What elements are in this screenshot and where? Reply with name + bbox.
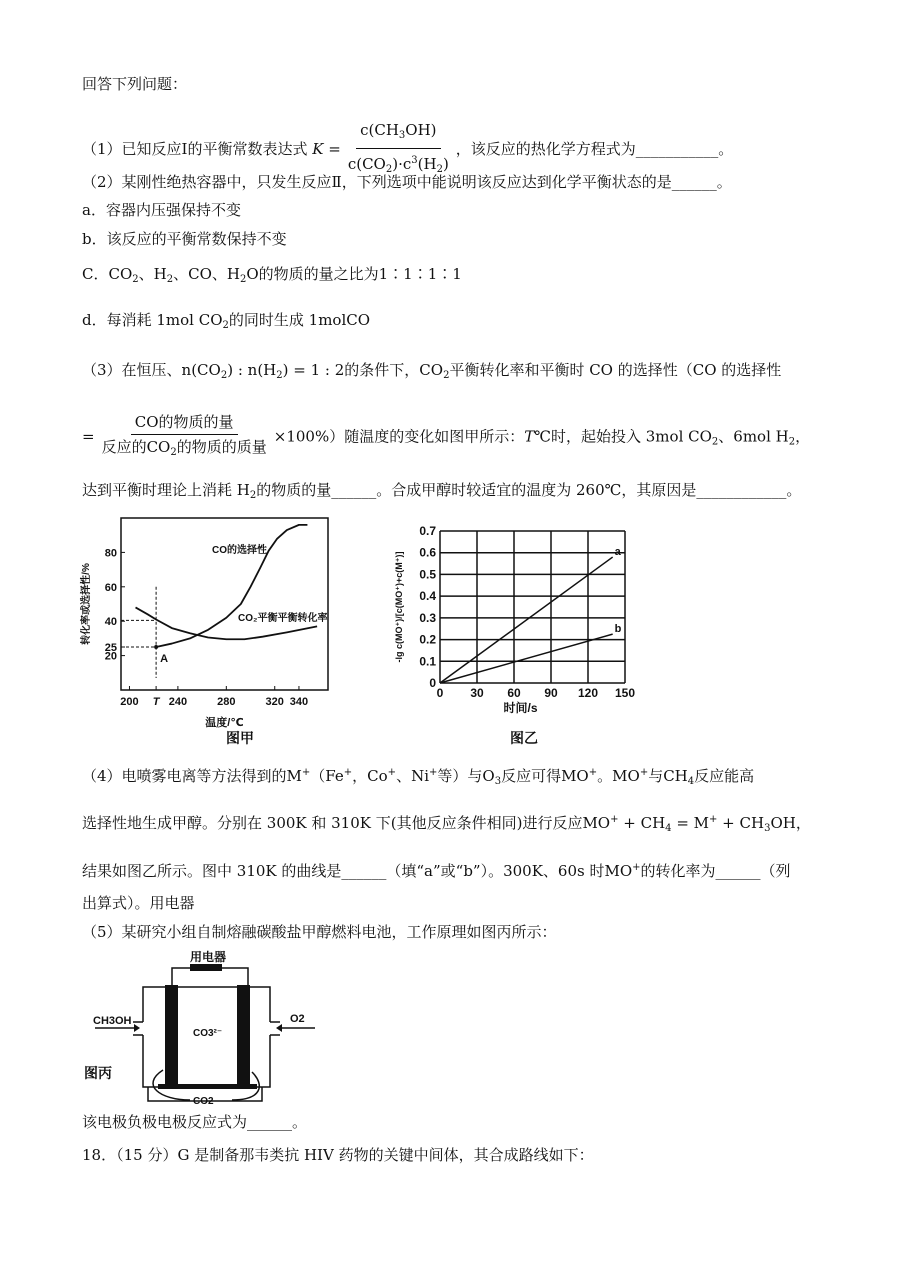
- text-segment: O的物质的量之比为1∶1∶1∶1: [246, 265, 462, 283]
- text-segment: 该电极负极电极反应式为______。: [82, 1113, 308, 1131]
- text-segment: )·c: [392, 155, 412, 173]
- text-segment: + CH: [618, 814, 666, 832]
- text-segment: +: [639, 767, 649, 778]
- text-segment: 的转化率为______（列: [640, 862, 791, 880]
- methanol-label: CH3OH: [93, 1015, 132, 1027]
- text-segment: 2: [170, 447, 177, 458]
- series-line: [440, 634, 613, 683]
- text-segment: + CH: [717, 814, 765, 832]
- text-segment: ，Co: [352, 767, 388, 785]
- text-segment: 、6mol H: [718, 427, 789, 446]
- y-tick-label: 40: [104, 616, 117, 629]
- y-tick-label: 0.7: [419, 524, 436, 538]
- text-segment: 与CH: [648, 767, 688, 785]
- text-segment: （5）某研究小组自制熔融碳酸盐甲醇燃料电池，工作原理如图丙所示：: [82, 923, 557, 941]
- text-line: [82, 74, 187, 94]
- text-line: [82, 310, 370, 336]
- x-tick-label: 320: [265, 696, 284, 708]
- text-segment: 、Ni: [396, 767, 429, 785]
- text-segment: 选择性地生成甲醇。分别在 300K 和 310K 下(其他反应条件相同)进行反应MO: [82, 814, 611, 832]
- text-segment: (H: [417, 155, 437, 173]
- text-segment: 。MO: [597, 767, 640, 785]
- text-line: [82, 1112, 307, 1132]
- text-segment: ×100%）随温度的变化如图甲所示：: [273, 427, 525, 446]
- x-tick-label: 60: [507, 686, 521, 700]
- container-top: [143, 987, 270, 1022]
- text-segment: 达到平衡时理论上消耗 H: [82, 481, 250, 499]
- co2-arrow-right: [232, 1072, 259, 1100]
- text-segment: 3: [411, 155, 418, 166]
- text-segment: ) = 1 : 2的条件下，CO: [282, 361, 444, 379]
- x-tick-label: 150: [614, 686, 636, 700]
- text-segment: 2: [249, 490, 257, 501]
- series-label: CO的选择性: [212, 545, 267, 556]
- text-segment: c(CH: [360, 121, 399, 139]
- y-axis-label: -lg c(MO⁺)/[c(MO⁺)+c(M⁺)]: [394, 551, 404, 663]
- series-line: [156, 525, 307, 647]
- electrolyte-base: [158, 1084, 257, 1089]
- text-segment: =: [323, 140, 341, 158]
- point-a: [154, 645, 158, 649]
- text-segment: 2: [711, 436, 719, 448]
- numerator: [356, 120, 440, 149]
- x-tick-label: 340: [289, 696, 309, 708]
- x-tick-label: 240: [168, 696, 188, 708]
- text-segment: +: [610, 814, 619, 825]
- text-segment: 4: [687, 776, 695, 787]
- text-segment: ℃时，起始投入 3mol CO: [534, 427, 712, 446]
- text-segment: 18．（15 分）G 是制备那韦类抗 HIV 药物的关键中间体，其合成路线如下：: [82, 1146, 594, 1164]
- text-segment: 2: [239, 274, 247, 285]
- series-line: [440, 557, 613, 683]
- text-segment: 反应能高: [694, 767, 755, 785]
- text-segment: CO的物质的量: [134, 413, 234, 431]
- external-wire: [172, 968, 248, 985]
- series-label: b: [614, 623, 622, 636]
- text-segment: （Fe: [310, 767, 344, 785]
- co2-loop: [148, 1087, 262, 1101]
- text-segment: （2）某刚性绝热容器中，只发生反应Ⅱ，下列选项中能说明该反应达到化学平衡状态的是______。: [82, 173, 732, 191]
- text-segment: （4）电喷雾电离等方法得到的M: [82, 767, 302, 785]
- x-tick-label: T: [152, 696, 160, 708]
- y-tick-label: 60: [104, 581, 117, 594]
- text-line: [82, 858, 791, 881]
- series-line: [136, 607, 318, 639]
- text-segment: d．每消耗 1mol CO: [82, 311, 223, 329]
- y-tick-label: 0.6: [419, 545, 436, 560]
- co2-arrow-left: [153, 1070, 190, 1100]
- text-segment: 2: [222, 320, 229, 331]
- text-segment: +: [343, 767, 353, 778]
- text-segment: 2: [385, 164, 393, 175]
- text-line: [82, 1145, 594, 1165]
- y-tick-label: 20: [104, 650, 117, 663]
- text-segment: 反应的CO: [101, 438, 171, 456]
- x-tick-label: 120: [577, 686, 599, 700]
- point-a-label: A: [160, 653, 169, 665]
- load-label: 用电器: [190, 950, 227, 964]
- text-segment: a．容器内压强保持不变: [82, 201, 241, 219]
- text-line: [82, 264, 462, 290]
- text-segment: 的同时生成 1molCO: [228, 311, 371, 329]
- text-segment: 出算式）。用电器: [82, 894, 195, 912]
- text-segment: 回答下列问题：: [82, 75, 188, 93]
- load-resistor: [190, 964, 222, 971]
- text-line: [82, 412, 810, 463]
- y-tick-label: 0.1: [419, 654, 436, 669]
- text-segment: C．CO: [82, 265, 133, 283]
- x-axis-label: 温度/℃: [205, 717, 244, 729]
- y-tick-label: 0.4: [419, 589, 436, 604]
- y-tick-label: 0: [429, 676, 436, 690]
- x-axis-label: 时间/s: [503, 701, 538, 715]
- fraction: [344, 120, 453, 180]
- text-segment: = M: [671, 814, 710, 832]
- caption-yi: 图乙: [510, 731, 538, 747]
- carbonate-label: CO3²⁻: [193, 1028, 223, 1039]
- text-segment: 2: [132, 274, 139, 285]
- text-line: [82, 922, 557, 942]
- x-tick-label: 280: [217, 696, 236, 708]
- series-label: CO₂平衡平衡转化率: [238, 613, 328, 624]
- text-segment: 3: [398, 130, 406, 141]
- text-segment: 4: [665, 823, 672, 834]
- oxygen-label: O2: [290, 1013, 305, 1025]
- anode-electrode: [165, 985, 178, 1085]
- text-segment: 结果如图乙所示。图中 310K 的曲线是______（填“a”或“b”）。300K、60s 时MO: [82, 862, 633, 880]
- text-segment: 2: [220, 370, 228, 381]
- text-segment: 等）与O: [437, 767, 495, 785]
- text-segment: 2: [276, 370, 283, 381]
- text-segment: +: [632, 862, 641, 873]
- cathode-electrode: [237, 985, 250, 1085]
- caption-bing: 图丙: [84, 1065, 112, 1081]
- text-segment: （1）已知反应Ⅰ的平衡常数表达式: [82, 140, 313, 158]
- text-segment: +: [387, 767, 397, 778]
- y-tick-label: 0.2: [419, 632, 436, 647]
- series-label: a: [614, 546, 621, 559]
- text-segment: 的物质的质量: [176, 438, 267, 456]
- y-tick-label: 0.3: [419, 610, 436, 625]
- text-segment: ) : n(H: [227, 361, 277, 379]
- x-tick-label: 90: [544, 686, 558, 700]
- text-segment: b．该反应的平衡常数保持不变: [82, 230, 287, 248]
- text-segment: （3）在恒压、n(CO: [82, 361, 221, 379]
- text-segment: 3: [764, 823, 771, 834]
- text-segment: T: [524, 427, 535, 446]
- text-segment: +: [301, 767, 311, 778]
- caption-jia: 图甲: [226, 731, 254, 747]
- text-segment: c(CO: [347, 155, 386, 173]
- x-tick-label: 200: [120, 696, 139, 708]
- text-segment: 2: [443, 370, 450, 381]
- text-line: [82, 893, 195, 913]
- y-tick-label: 0.5: [419, 567, 436, 582]
- text-segment: +: [709, 814, 718, 825]
- y-axis-label: 转化率或选择性/%: [81, 563, 92, 645]
- text-segment: 2: [166, 274, 174, 285]
- text-segment: 的物质的量______。合成甲醇时较适宜的温度为 260℃，其原因是____________。: [256, 481, 802, 499]
- text-segment: 、CO、H: [173, 265, 240, 283]
- text-segment: 3: [494, 776, 502, 787]
- y-tick-label: 80: [104, 547, 117, 560]
- text-segment: OH，: [770, 814, 811, 832]
- y-tick-label: 25: [104, 642, 117, 654]
- text-line: [82, 360, 781, 386]
- text-segment: +: [429, 767, 438, 778]
- text-segment: K: [312, 140, 324, 158]
- text-line: [82, 480, 801, 506]
- text-line: [82, 229, 287, 249]
- text-segment: ): [442, 155, 449, 173]
- text-line: [82, 200, 241, 220]
- text-segment: ，: [795, 427, 811, 446]
- text-segment: 2: [436, 164, 443, 175]
- text-segment: 2: [788, 436, 796, 448]
- numerator: [131, 412, 238, 435]
- text-line: [82, 172, 732, 192]
- text-segment: 反应可得MO: [501, 767, 589, 785]
- text-line: [82, 120, 733, 180]
- co2-label: CO2: [193, 1096, 214, 1107]
- text-segment: ，该反应的热化学方程式为___________。: [455, 140, 734, 158]
- x-tick-label: 30: [470, 686, 484, 700]
- x-tick-label: 0: [436, 686, 444, 700]
- text-segment: 、H: [138, 265, 167, 283]
- plot-frame: [121, 518, 328, 690]
- fraction: [98, 412, 271, 463]
- text-segment: 平衡转化率和平衡时 CO 的选择性（CO 的选择性: [449, 361, 782, 379]
- container-bottom: [143, 1035, 270, 1087]
- text-line: [82, 763, 754, 792]
- text-segment: OH): [405, 121, 437, 139]
- text-segment: +: [588, 767, 598, 778]
- text-segment: =: [82, 427, 95, 446]
- text-line: [82, 810, 811, 839]
- denominator: [98, 435, 271, 463]
